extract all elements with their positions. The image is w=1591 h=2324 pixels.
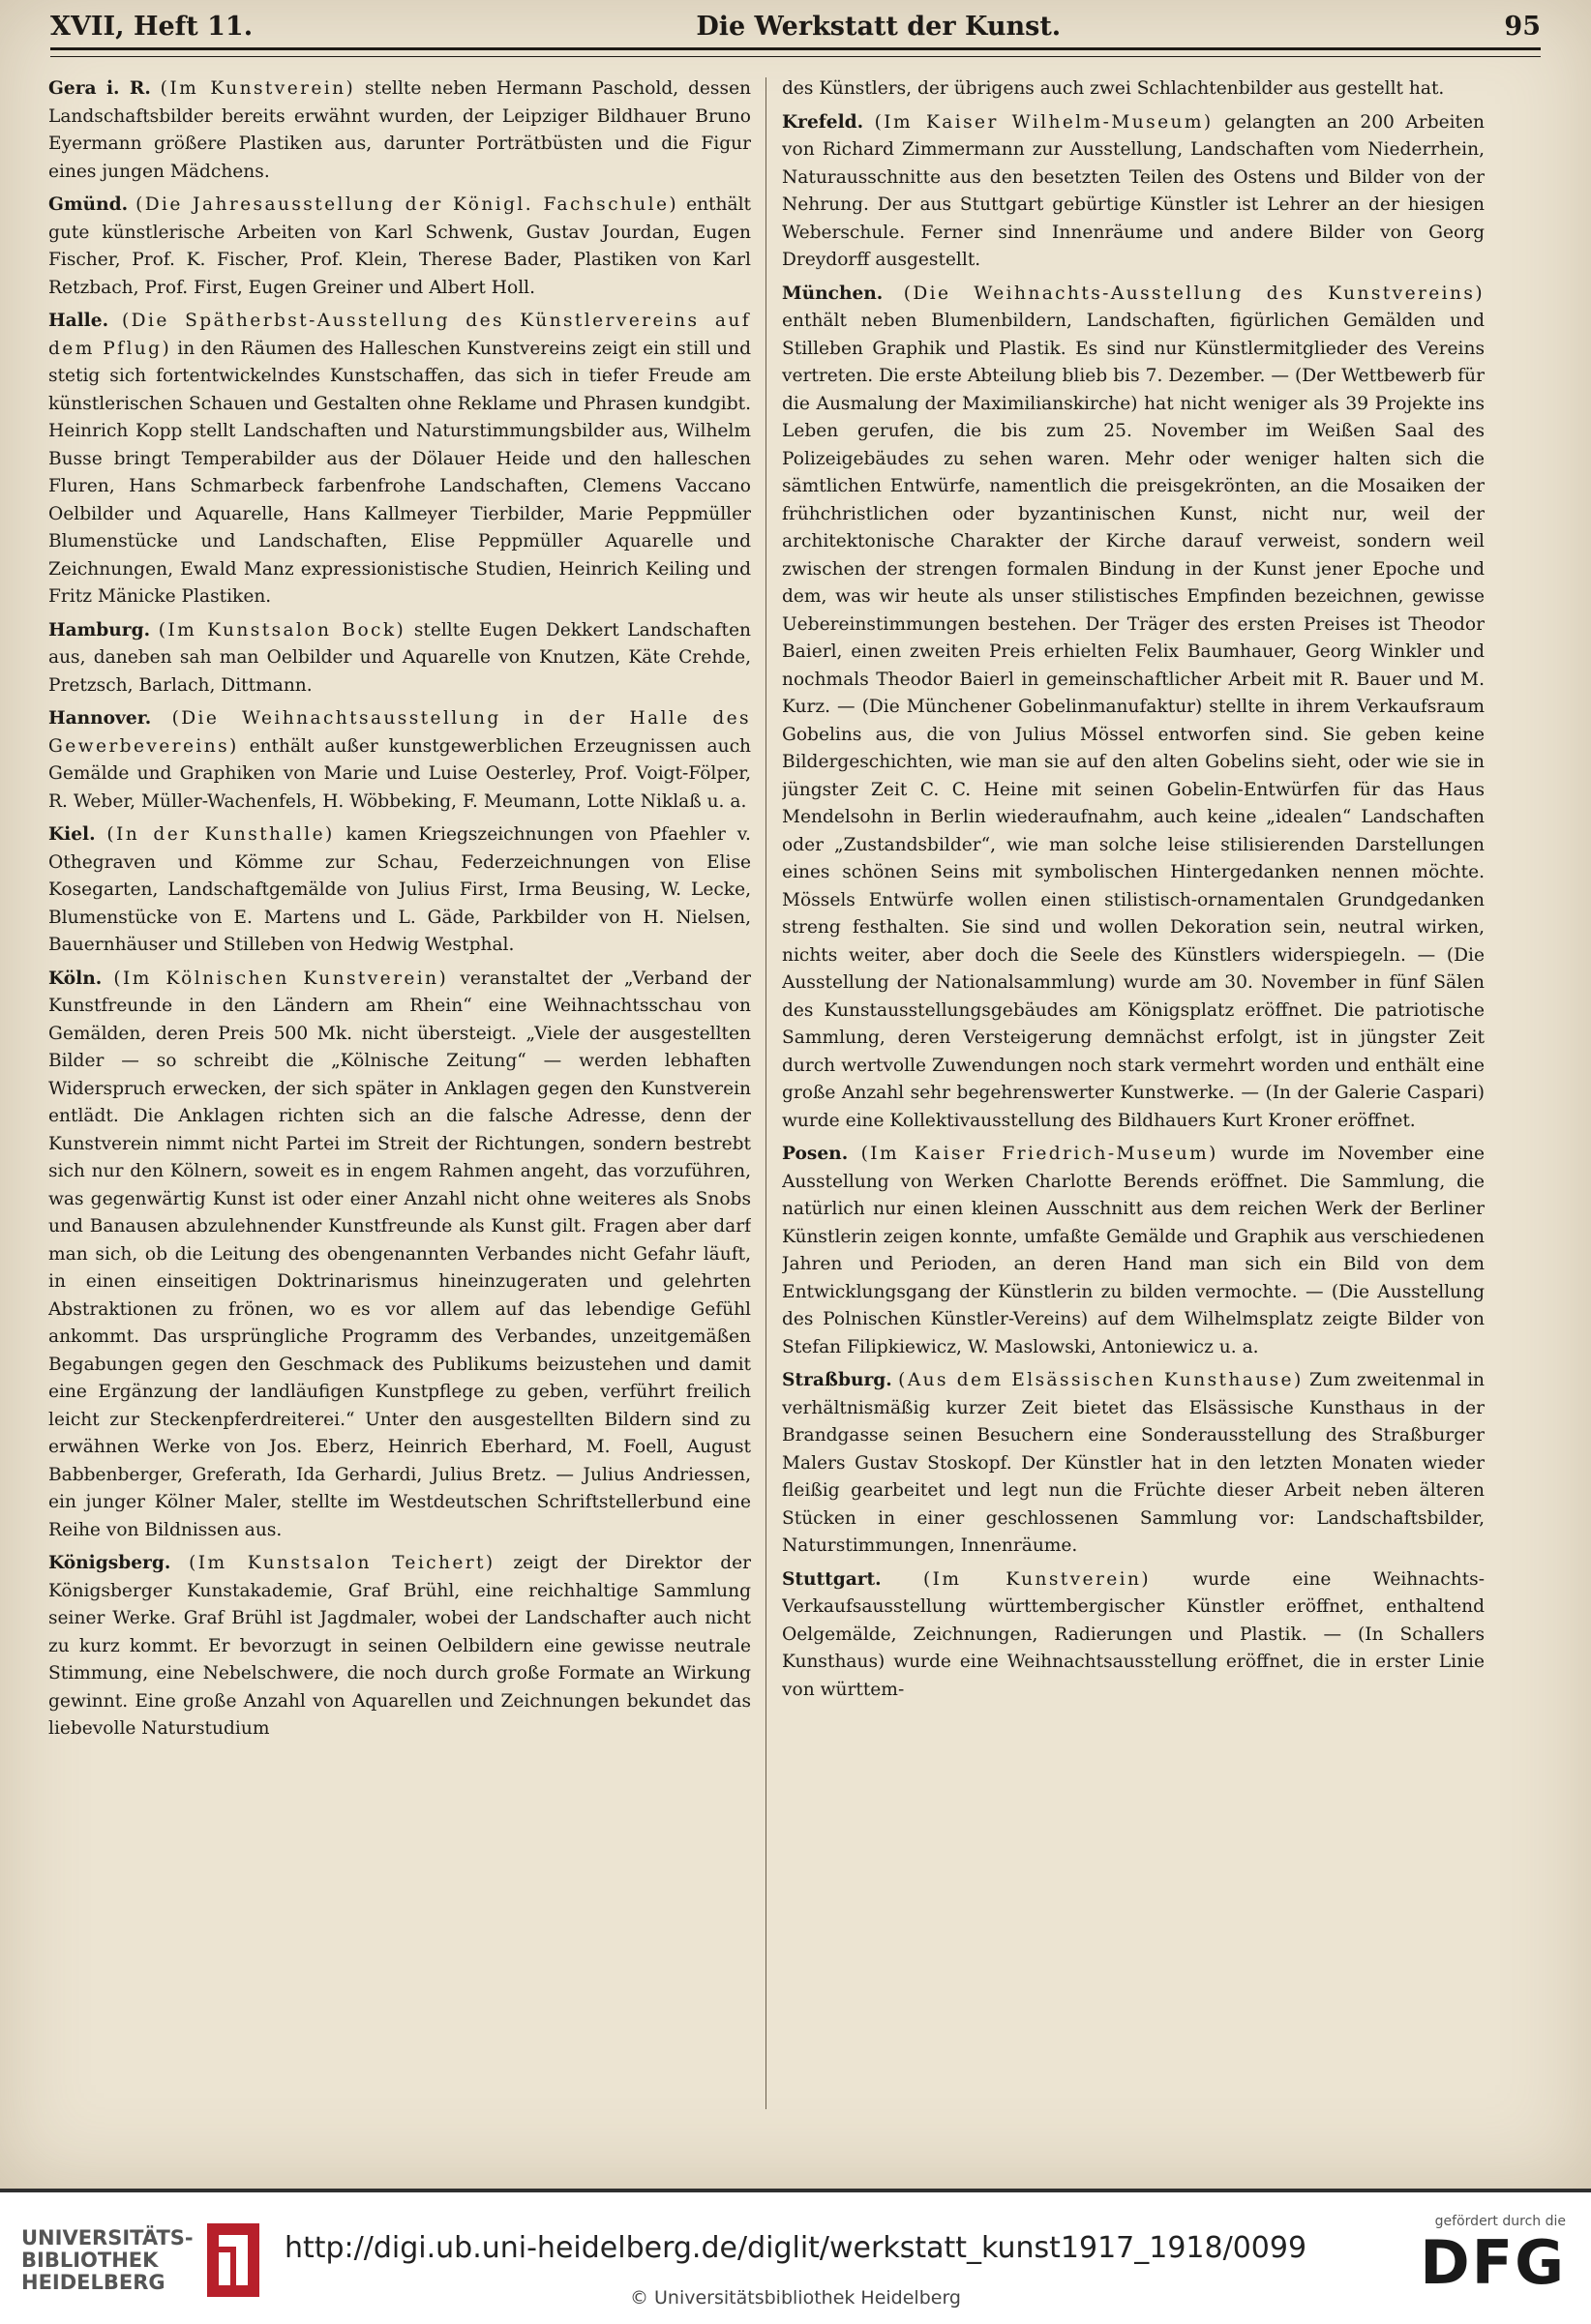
entry-text: veranstaltet der „Verband der Kunstfreunde in den Ländern am Rhein“ eine Weihnachtsschau von Gemälden, deren Preis 500 Mk. nicht übersteigt. „Viele der ausgestellten Bilder — so schreibt die „Kölnische Zeitung“ — werden lebhaften Widerspruch erwecken, der sich später in Anklagen gegen den Kunstverein entlädt. Die Anklagen richten sich an die falsche Adresse, denn der Kunstverein nimmt nicht Partei im Streit der Richtungen, sondern bestrebt sich nur den Kölnern, soweit es in engem Rahmen angeht, das vorzuführen, was gegenwärtig Kunst ist oder einer Anzahl nicht ohne weiteres als Snobs und Banausen abzulehnender Kunstfreunde als Kunst gilt. Fragen aber darf man sich, ob die Leitung des obengenannten Verbandes nicht Gefahr läuft, in einen einseitigen Doktrinarismus hineinzugeraten und gelehrten Abstraktionen zu frönen, wo es vor allem auf das lebendige Gefühl ankommt. Das ursprüngliche Programm des Verbandes, unzeitgemäßen Begabungen gegen den Geschmack des Publikums beizustehen und damit eine Ergänzung der landläufigen Kunstpflege zu geben, verführt freilich leicht zur Steckenpferdreiterei.“ Unter den ausgestellten Bildern sind zu erwähnen Werke von Jos. Eberz, Heinrich Eberhard, M. Foell, August Babbenberger, Greferath, Ida Gerhardi, Julius Bretz. — Julius Andriessen, ein junger Kölner Maler, stellte im Westdeutschen Schriftstellerbund eine Reihe von Bildnissen aus. [48, 968, 751, 1540]
right-column [782, 75, 1485, 2165]
city-heading: Gmünd. [48, 194, 129, 215]
venue-name: (Die Spätherbst-Ausstellung des Künstlervereins auf dem Pflug) [48, 311, 751, 359]
venue-name: (Im Kunstsalon Bock) [158, 619, 406, 641]
city-heading: Hamburg. [48, 619, 151, 641]
city-heading: Gera i. R. [48, 78, 151, 99]
entry-text: enthält neben Blumenbildern, Landschaften, figürlichen Gemälden und Stilleben Graphik und Plastik. Es sind nur Künstlermitglieder des Vereins vertreten. Die erste Abteilung blieb bis 7. Dezember. — (Der Wettbewerb für die Ausmalung der Maximilianskirche) hat nicht weniger als 39 Projekte ins Leben gerufen, die bis zum 25. November im Weißen Saal des Polizeigebäudes zu sehen waren. Mehr oder weniger halten sich die sämtlichen Entwürfe, namentlich die preisgekrönten, an die Mosaiken der frühchristlichen oder byzantinischen Kunst, nicht nur, weil der architektonische Charakter der Kirche darauf verweist, sondern weil zwischen der strengen formalen Bindung in der Kunst jener Epoche und dem, was wir heute als unser stilistisches Empfinden bezeichnen, gewisse Uebereinstimmungen bestehen. Der Träger des ersten Preises ist Theodor Baierl, einen zweiten Preis erhielten Felix Baumhauer, Georg Winkler und nochmals Theodor Baierl in gemeinschaftlicher Arbeit mit R. Bauer und M. Kurz. — (Die Münchener Gobelinmanufaktur) stellte in ihrem Verkaufsraum Gobelins aus, die von Julius Mössel entworfen sind. Sie geben keine Bildergeschichten, wie man sie auf den alten Gobelins sieht, oder wie sie in jüngster Zeit C. C. Heine mit seinen Gobelin-Entwürfen für das Haus Mendelsohn in Berlin wiederaufnahm, auch keine „idealen“ Landschaften oder „Zustandsbilder“, wie man solche leise stilisierenden Darstellungen eines schönen Seins mit symbolischen Hintergedanken nennen möchte. Mössels Entwürfe wollen einen stilistisch-ornamentalen Grundgedanken streng festhalten. Sie sind und wollen Dekoration sein, neutral wirken, nichts weiter, aber doch die Seele des Künstlers widerspiegeln. — (Die Ausstellung der Nationalsammlung) wurde am 30. November in fünf Sälen des Kunstausstellungsgebäudes am Königsplatz eröffnet. Die patriotische Sammlung, deren Versteigerung demnächst erfolgt, ist in jüngster Zeit durch wertvolle Zuwendungen noch stark vermehrt worden und enthält eine große Anzahl sehr begehrenswerter Kunstwerke. — (In der Galerie Caspari) wurde eine Kollektivausstellung des Bildhauers Kurt Kroner eröffnet. [782, 311, 1485, 1131]
venue-name: (Die Weihnachtsausstellung in der Halle des Gewerbevereins) [48, 708, 751, 757]
article-entry [48, 1550, 751, 1743]
journal-title: Die Werkstatt der Kunst. [696, 12, 1062, 42]
city-heading: Straßburg. [782, 1370, 892, 1390]
entry-text: in den Räumen des Halleschen Kunstvereins zeigt ein still und stetig sich fortentwickelndes Kunstschaffen, das sich in tiefer Freude am künstlerischen Schauen und Gestalten ohne Reklame und Phrasen kundgibt. Heinrich Kopp stellt Landschaften und Naturstimmungsbilder aus, Wilhelm Busse bringt Temperabilder aus der Dölauer Heide und den halleschen Fluren, Hans Schmarbeck farbenfrohe Landschaften, Clemens Vaccano Oelbilder und Aquarelle, Hans Kallmeyer Tierbilder, Marie Peppmüller Blumenstücke und Landschaften, Elise Peppmüller Aquarelle und Zeichnungen, Ewald Manz expressionistische Studien, Heinrich Keiling und Fritz Mänicke Plastiken. [48, 338, 751, 607]
article-entry [48, 75, 751, 186]
article-entry [782, 1141, 1485, 1361]
venue-name: (Die Jahresausstellung der Königl. Fachschule) [135, 194, 679, 215]
footer-rule [0, 2189, 1591, 2192]
funder-logo[interactable] [1420, 2214, 1566, 2298]
permalink-url[interactable]: http://digi.ub.uni-heidelberg.de/diglit/werkstatt_kunst1917_1918/0099 [284, 2231, 1307, 2265]
venue-name: (Im Kunstverein) [160, 78, 356, 99]
city-heading: Königsberg. [48, 1553, 171, 1573]
entry-text: wurde im November eine Ausstellung von Werken Charlotte Berends eröffnet. Die Sammlung, die natürlich nur einen kleinen Ausschnitt aus dem reichen Werk der Berliner Künstlerin zeigen konnte, umfaßte Gemälde und Graphik aus verschiedenen Jahren und Perioden, an deren Hand man sich ein Bild von dem Entwicklungsgang der Künstlerin zu bilden vermochte. — (Die Ausstellung des Polnischen Künstler-Vereins) auf dem Wilhelmsplatz zeigte Bilder von Stefan Filipkiewicz, W. Maslowski, Antoniewicz u. a. [782, 1144, 1485, 1357]
entry-text: enthält gute künstlerische Arbeiten von Karl Schwenk, Gustav Jourdan, Eugen Fischer, Prof. K. Fischer, Prof. Klein, Therese Bader, Plastiken von Karl Retzbach, Prof. First, Eugen Greiner und Albert Holl. [48, 194, 751, 298]
entry-text: zeigt der Direktor der Königsberger Kunstakademie, Graf Brühl, eine reichhaltige Sammlung seiner Werke. Graf Brühl ist Jagdmaler, wobei der Landschafter auch nicht zu kurz kommt. Er bevorzugt in seinen Oelbildern eine gewisse neutrale Stimmung, eine Nebelschwere, die noch durch große Formate an Wirkung gewinnt. Eine große Anzahl von Aquarellen und Zeichnungen bekundet das liebevolle Naturstudium [48, 1553, 751, 1739]
issue-label: XVII, Heft 11. [50, 12, 254, 42]
article-entry [782, 1367, 1485, 1561]
entry-text: kamen Kriegszeichnungen von Pfaehler v. Othegraven und Kömme zur Schau, Federzeichnungen von Elise Kosegarten, Landschaftgemälde von Julius First, Irma Beusing, W. Lecke, Blumenstücke von E. Martens und L. Gäde, Parkbilder von H. Nielsen, Bauernhäuser und Stilleben von Hedwig Westphal. [48, 824, 751, 955]
article-entry [48, 966, 751, 1545]
article-entry [48, 192, 751, 302]
page-number: 95 [1504, 12, 1541, 42]
left-column [48, 75, 751, 2165]
entry-text: wurde eine Weihnachts-Verkaufsausstellung württembergischer Künstler eröffnet, enthaltend Oelgemälde, Zeichnungen, Radierungen und Plastik. — (In Schallers Kunsthaus) wurde eine Weihnachtsausstellung eröffnet, die in erster Linie von württem- [782, 1568, 1485, 1700]
article-entry [48, 308, 751, 611]
library-name: UNIVERSITÄTS- BIBLIOTHEK HEIDELBERG [21, 2225, 194, 2294]
article-entry [48, 705, 751, 816]
venue-name: (Im Kunstsalon Teichert) [189, 1553, 495, 1573]
city-heading: Halle. [48, 311, 109, 331]
article-entry [48, 821, 751, 960]
city-heading: Posen. [782, 1144, 849, 1164]
copyright-notice: © Universitätsbibliothek Heidelberg [629, 2287, 961, 2309]
viewer-footer [0, 2189, 1591, 2324]
entry-text: stellte neben Hermann Paschold, dessen Landschaftsbilder bereits erwähnt wurden, der Leipziger Bildhauer Bruno Eyermann größere Plastiken aus, darunter Porträtbüsten und die Figur eines jungen Mädchens. [48, 78, 751, 182]
venue-name: (Im Kunstverein) [923, 1568, 1152, 1590]
article-entry [782, 109, 1485, 275]
venue-name: (Im Kaiser Friedrich-Museum) [860, 1144, 1218, 1164]
entry-text: des Künstlers, der übrigens auch zwei Schlachtenbilder aus gestellt hat. [782, 78, 1445, 99]
article-entry [782, 281, 1485, 1136]
city-heading: Krefeld. [782, 111, 864, 133]
column-divider [765, 77, 766, 2109]
venue-name: (Im Kölnischen Kunstverein) [113, 968, 449, 989]
city-heading: München. [782, 283, 884, 304]
venue-name: (Die Weihnachts-Ausstellung des Kunstvereins) [903, 283, 1485, 304]
venue-name: (Aus dem Elsässischen Kunsthause) [898, 1370, 1304, 1390]
article-entry [48, 617, 751, 700]
article-entry [782, 1566, 1485, 1705]
venue-name: (Im Kaiser Wilhelm-Museum) [874, 111, 1214, 133]
city-heading: Kiel. [48, 824, 96, 845]
city-heading: Hannover. [48, 708, 152, 729]
dfg-logo-text: DFG [1420, 2227, 1566, 2298]
city-heading: Stuttgart. [782, 1568, 882, 1590]
entry-text: enthält außer kunstgewerblichen Erzeugnissen auch Gemälde und Graphiken von Marie und Luise Oesterley, Prof. Voigt-Fölper, R. Weber, Müller-Wachenfels, H. Wöbbeking, F. Meumann, Lotte Niklaß u. a. [48, 735, 751, 812]
venue-name: (In der Kunsthalle) [106, 824, 335, 845]
article-entry [782, 75, 1485, 104]
header-rule [50, 56, 1541, 57]
entry-text: Zum zweitenmal in verhältnismäßig kurzer Zeit bietet das Elsässische Kunsthaus in der Brandgasse seinen Besuchern eine Sonderausstellung des Straßburger Malers Gustav Stoskopf. Der Künstler hat in den letzten Monaten wieder fleißig gearbeitet und legt nun die Früchte dieser Arbeit neben älteren Stücken in einer geschlossenen Sammlung vor: Landschaftsbilder, Naturstimmungen, Innenräume. [782, 1370, 1485, 1556]
funder-note: gefördert durch die [1434, 2214, 1566, 2229]
running-head [50, 10, 1541, 50]
city-heading: Köln. [48, 968, 103, 989]
entry-text: gelangten an 200 Arbeiten von Richard Zimmermann zur Ausstellung, Landschaften vom Niederrhein, Naturausschnitte aus den besetzten Teilen des Ostens und Bilder von der Nehrung. Der aus Stuttgart gebürtige Künstler ist Lehrer an der hiesigen Weberschule. Ferner sind Innenräume und andere Bilder von Georg Dreydorff ausgestellt. [782, 111, 1485, 270]
entry-text: stellte Eugen Dekkert Landschaften aus, daneben sah man Oelbilder und Aquarelle von Knutzen, Käte Crehde, Pretzsch, Barlach, Dittmann. [48, 619, 751, 696]
